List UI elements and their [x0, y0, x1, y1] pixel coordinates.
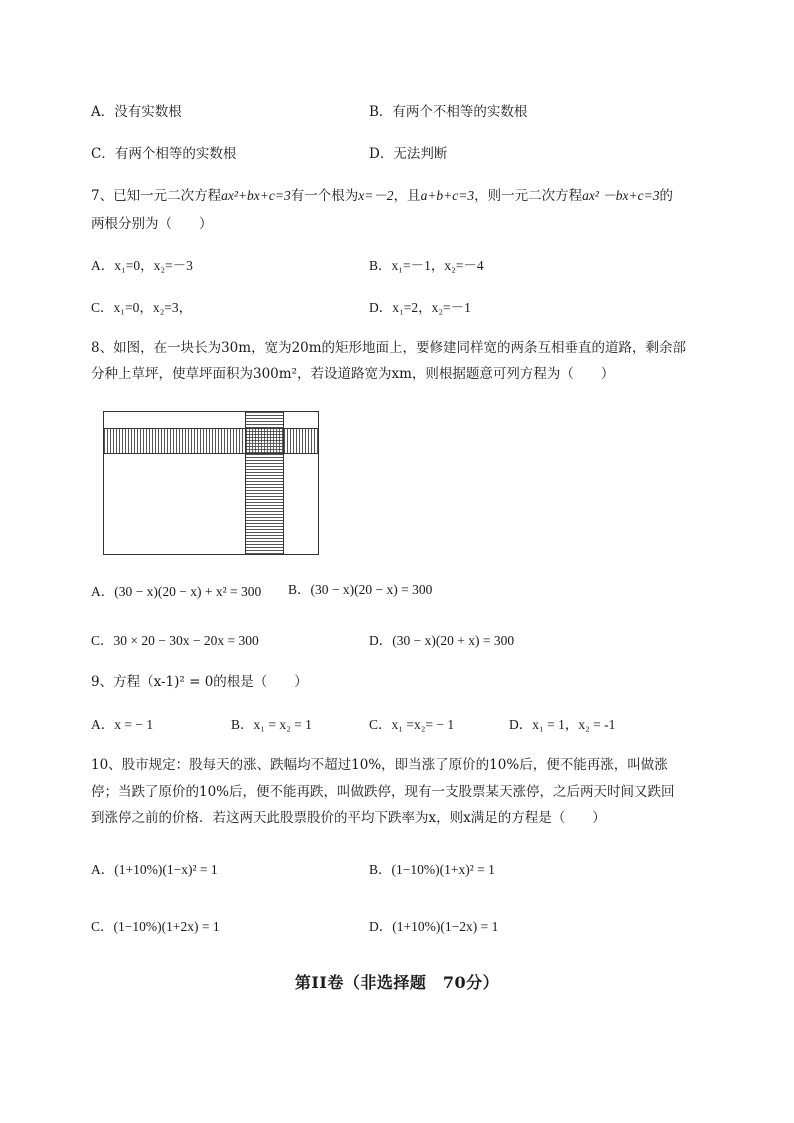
q7-option-a: A．x₁=0，x₂=－3 [91, 258, 193, 273]
q8-stem-line1: 8、如图，在一块长为30m，宽为20m的矩形地面上，要修建同样宽的两条互相垂直的道路，剩余部 [91, 340, 687, 356]
q8-option-d: D．(30 − x)(20 + x) = 300 [369, 633, 515, 648]
q10-option-b: B．(1−10%)(1+x)² = 1 [369, 862, 495, 877]
q6-option-b: B．有两个不相等的实数根 [369, 104, 528, 120]
q9-option-c: C．x₁ =x₂= − 1 [369, 717, 455, 732]
q9-option-a: A．x = − 1 [91, 717, 154, 732]
q10-stem-line2: 停；当跌了原价的10%后，便不能再跌，叫做跌停，现有一支股票某天涨停，之后两天时间又跌回 [91, 784, 675, 800]
q9-option-b: B．x₁ = x₂ = 1 [231, 717, 312, 732]
section-title: 第II卷（非选择题 70分） [294, 973, 500, 992]
q7-option-c: C．x₁=0，x₂=3， [91, 300, 193, 315]
q10-option-d: D．(1+10%)(1−2x) = 1 [369, 919, 499, 934]
horizontal-road [104, 428, 318, 454]
q10-option-a: A．(1+10%)(1−x)² = 1 [91, 862, 218, 877]
q10-option-c: C．(1−10%)(1+2x) = 1 [91, 919, 220, 934]
q9-option-d: D．x₁ = 1，x₂ = -1 [509, 717, 616, 732]
q9-stem: 9、方程（x-1)² = 0的根是（ ） [91, 674, 308, 690]
q7-stem-line2: 两根分别为（ ） [91, 216, 213, 232]
q8-option-c: C．30 × 20 − 30x − 20x = 300 [91, 633, 259, 648]
q7-stem-line1: 7、已知一元二次方程ax²+bx+c=3有一个根为x=－2，且a+b+c=3，则一元二次方程ax² －bx+c=3的 [91, 188, 674, 204]
q6-option-a: A．没有实数根 [91, 104, 182, 120]
q8-option-b: B．(30 − x)(20 − x) = 300 [288, 582, 433, 597]
q8-stem-line2: 分种上草坪，使草坪面积为300m²，若设道路宽为xm，则根据题意可列方程为（ ） [91, 366, 615, 382]
q7-option-b: B．x₁=－1，x₂=－4 [369, 258, 484, 273]
road-intersection [245, 428, 284, 454]
q10-stem-line3: 到涨停之前的价格．若这两天此股票股价的平均下跌率为x，则x满足的方程是（ ） [91, 810, 606, 826]
q8-option-a: A．(30 − x)(20 − x) + x² = 300 [91, 584, 262, 599]
q8-rectangle-figure [103, 411, 319, 555]
q6-option-d: D．无法判断 [369, 146, 448, 162]
q6-option-c: C．有两个相等的实数根 [91, 146, 237, 162]
q7-option-d: D．x₁=2，x₂=－1 [369, 300, 471, 315]
q10-stem-line1: 10、股市规定：股每天的涨、跌幅均不超过10%，即当涨了原价的10%后，便不能再涨，叫做涨 [91, 757, 668, 773]
